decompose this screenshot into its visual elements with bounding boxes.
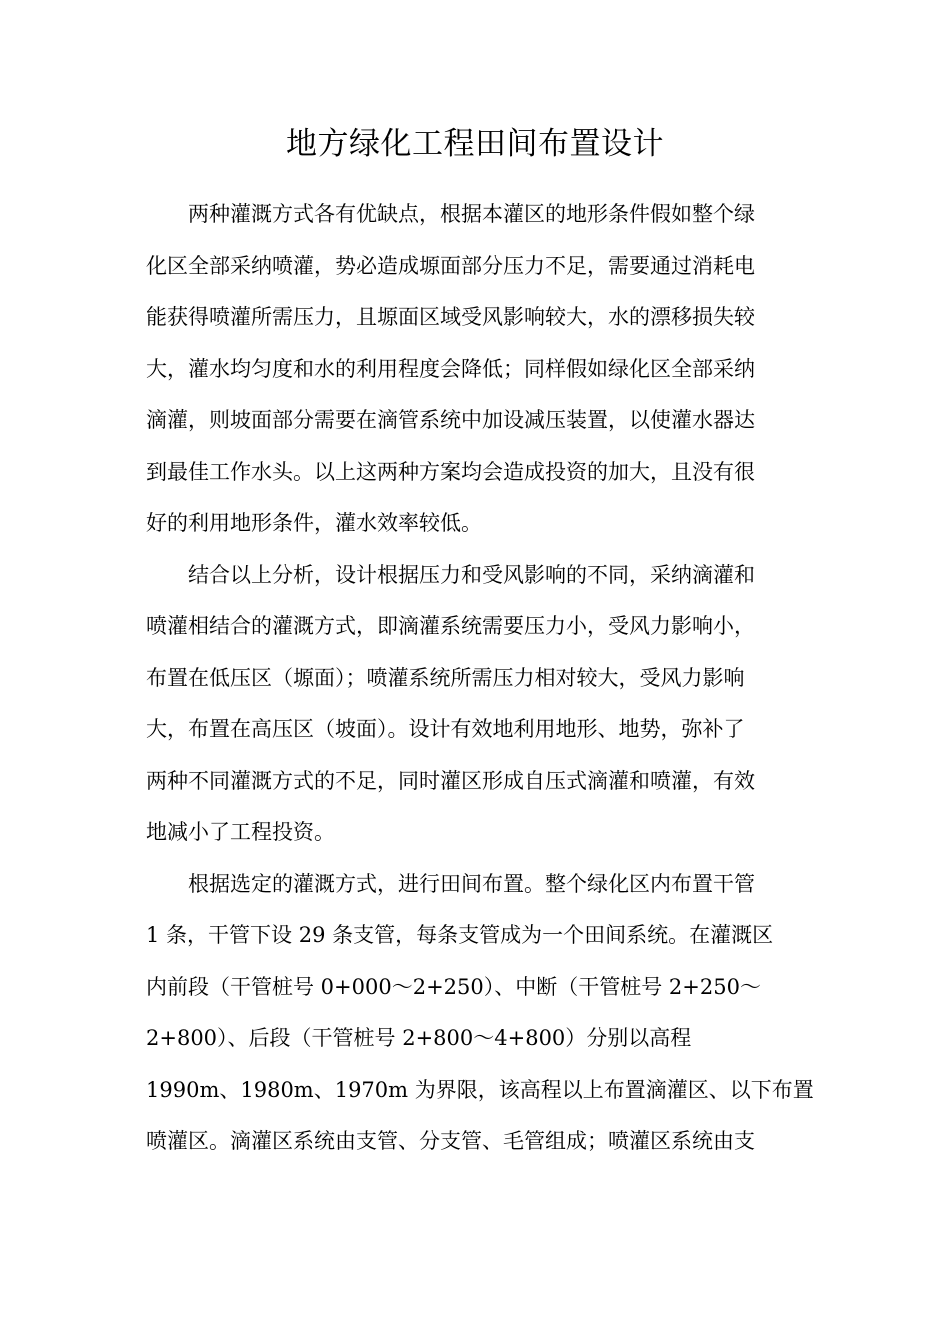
paragraph-line: 两种灌溉方式各有优缺点，根据本灌区的地形条件假如整个绿 <box>188 202 755 226</box>
paragraph-line: 结合以上分析，设计根据压力和受风影响的不同，采纳滴灌和 <box>188 563 755 587</box>
paragraph-line: 化区全部采纳喷灌，势必造成塬面部分压力不足，需要通过消耗电 <box>146 254 755 278</box>
paragraph-line: 大，灌水均匀度和水的利用程度会降低；同样假如绿化区全部采纳 <box>146 357 755 381</box>
paragraph-line: 两种不同灌溉方式的不足，同时灌区形成自压式滴灌和喷灌，有效 <box>146 769 755 793</box>
paragraph-line: 好的利用地形条件，灌水效率较低。 <box>146 511 482 535</box>
paragraph-line: 地减小了工程投资。 <box>146 820 335 844</box>
paragraph-line: 到最佳工作水头。以上这两种方案均会造成投资的加大，且没有很 <box>146 460 755 484</box>
paragraph-line: 能获得喷灌所需压力，且塬面区域受风影响较大，水的漂移损失较 <box>146 305 755 329</box>
paragraph-line: 根据选定的灌溉方式，进行田间布置。整个绿化区内布置干管 <box>188 872 755 896</box>
document-title: 地方绿化工程田间布置设计 <box>286 126 664 162</box>
paragraph-line: 内前段（干管桩号 0+000～2+250）、中断（干管桩号 2+250～ <box>146 975 761 999</box>
paragraph-line: 喷灌区。滴灌区系统由支管、分支管、毛管组成；喷灌区系统由支 <box>146 1129 755 1153</box>
paragraph-line: 1990m、1980m、1970m 为界限，该高程以上布置滴灌区、以下布置 <box>146 1078 814 1102</box>
paragraph-line: 滴灌，则坡面部分需要在滴管系统中加设减压装置，以使灌水器达 <box>146 408 755 432</box>
paragraph-line: 喷灌相结合的灌溉方式，即滴灌系统需要压力小，受风力影响小， <box>146 614 755 638</box>
paragraph-line: 1 条，干管下设 29 条支管，每条支管成为一个田间系统。在灌溉区 <box>146 923 774 947</box>
paragraph-line: 2+800）、后段（干管桩号 2+800～4+800）分别以高程 <box>146 1026 692 1050</box>
paragraph-line: 布置在低压区（塬面）；喷灌系统所需压力相对较大，受风力影响 <box>146 666 745 690</box>
paragraph-line: 大，布置在高压区（坡面）。设计有效地利用地形、地势，弥补了 <box>146 717 745 741</box>
